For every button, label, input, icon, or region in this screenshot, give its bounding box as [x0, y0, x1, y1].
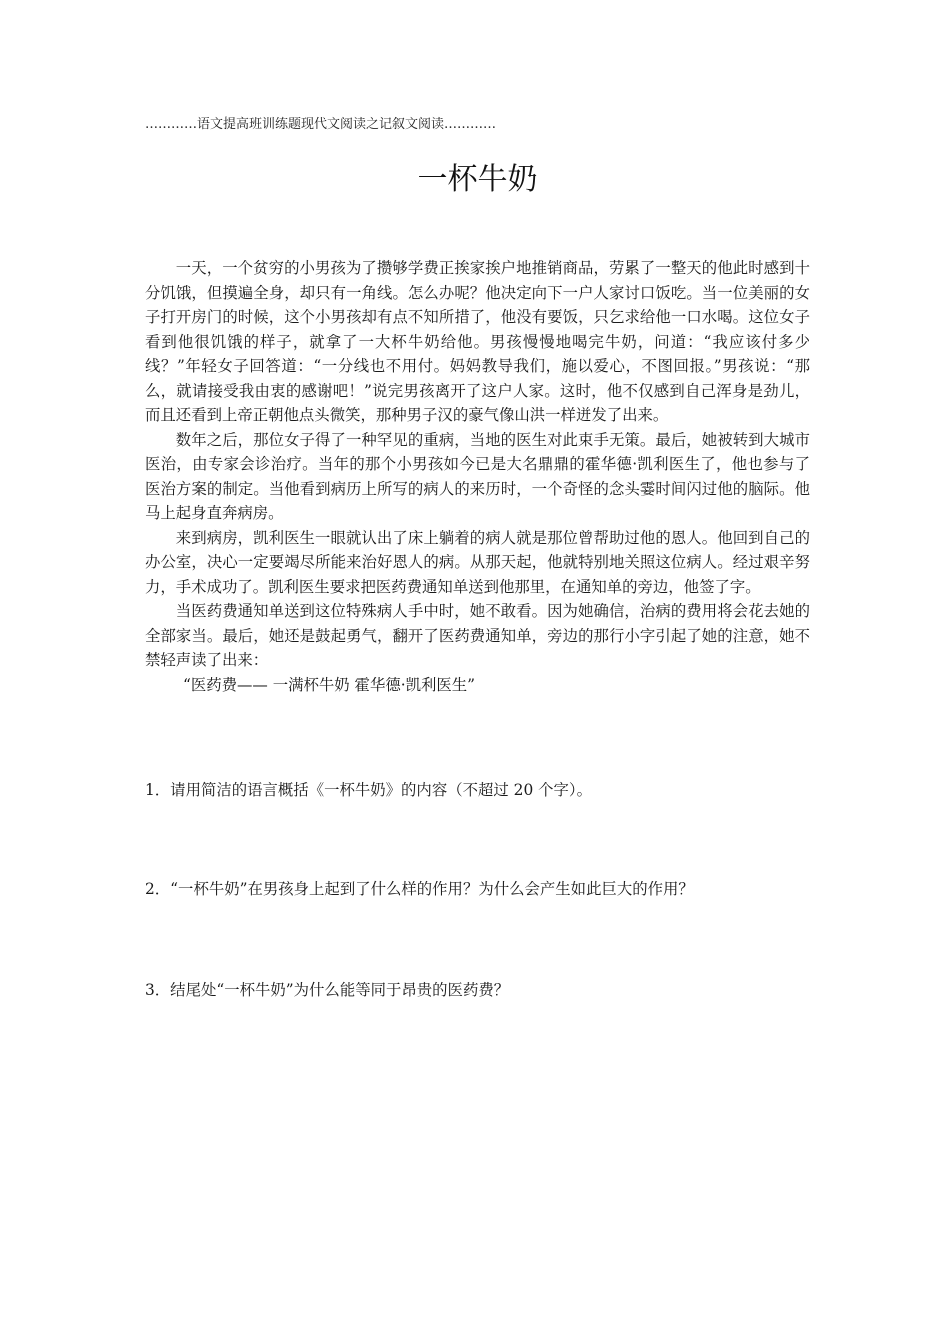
- question-3: 3．结尾处“一杯牛奶”为什么能等同于昂贵的医药费？: [145, 981, 510, 999]
- paragraph-3: 来到病房，凯利医生一眼就认出了床上躺着的病人就是那位曾帮助过他的恩人。他回到自己的办公室，决心一定要竭尽所能来治好恩人的病。从那天起，他就特别地关照这位病人。经过艰辛努力，手术成功了。凯利医生要求把医药费通知单送到他那里，在通知单的旁边，他签了字。: [145, 528, 810, 596]
- question-1: 1．请用简洁的语言概括《一杯牛奶》的内容（不超过 20 个字）。: [145, 781, 593, 799]
- paragraph-2: 数年之后，那位女子得了一种罕见的重病，当地的医生对此束手无策。最后，她被转到大城市医治，由专家会诊治疗。当年的那个小男孩如今已是大名鼎鼎的霍华德·凯利医生了，他也参与了医治方案的制定。当他看到病历上所写的病人的来历时，一个奇怪的念头霎时间闪过他的脑际。他马上起身直奔病房。: [145, 430, 810, 522]
- series-header: …………语文提高班训练题现代文阅读之记叙文阅读…………: [145, 117, 497, 132]
- paragraph-1: 一天，一个贫穷的小男孩为了攒够学费正挨家挨户地推销商品，劳累了一整天的他此时感到十分饥饿，但摸遍全身，却只有一角线。怎么办呢？他决定向下一户人家讨口饭吃。当一位美丽的女子打开房门的时候，这个小男孩却有点不知所措了，他没有要饭，只乞求给他一口水喝。这位女子看到他很饥饿的样子，就拿了一大杯牛奶给他。男孩慢慢地喝完牛奶，问道：“我应该付多少线？”年轻女子回答道：“一分线也不用付。妈妈教导我们，施以爱心，不图回报。”男孩说：“那么，就请接受我由衷的感谢吧！”说完男孩离开了这户人家。这时，他不仅感到自己浑身是劲儿，而且还看到上帝正朝他点头微笑，那种男子汉的豪气像山洪一样迸发了出来。: [145, 259, 810, 424]
- article-body: [145, 256, 810, 697]
- article-title: 一杯牛奶: [417, 162, 538, 197]
- question-2: 2．“一杯牛奶”在男孩身上起到了什么样的作用？为什么会产生如此巨大的作用？: [145, 880, 694, 898]
- paragraph-4: 当医药费通知单送到这位特殊病人手中时，她不敢看。因为她确信，治病的费用将会花去她的全部家当。最后，她还是鼓起勇气，翻开了医药费通知单，旁边的那行小字引起了她的注意，她不禁轻声读了出来：: [145, 602, 810, 669]
- closing-quote: “医药费—— 一满杯牛奶 霍华德·凯利医生”: [183, 675, 476, 694]
